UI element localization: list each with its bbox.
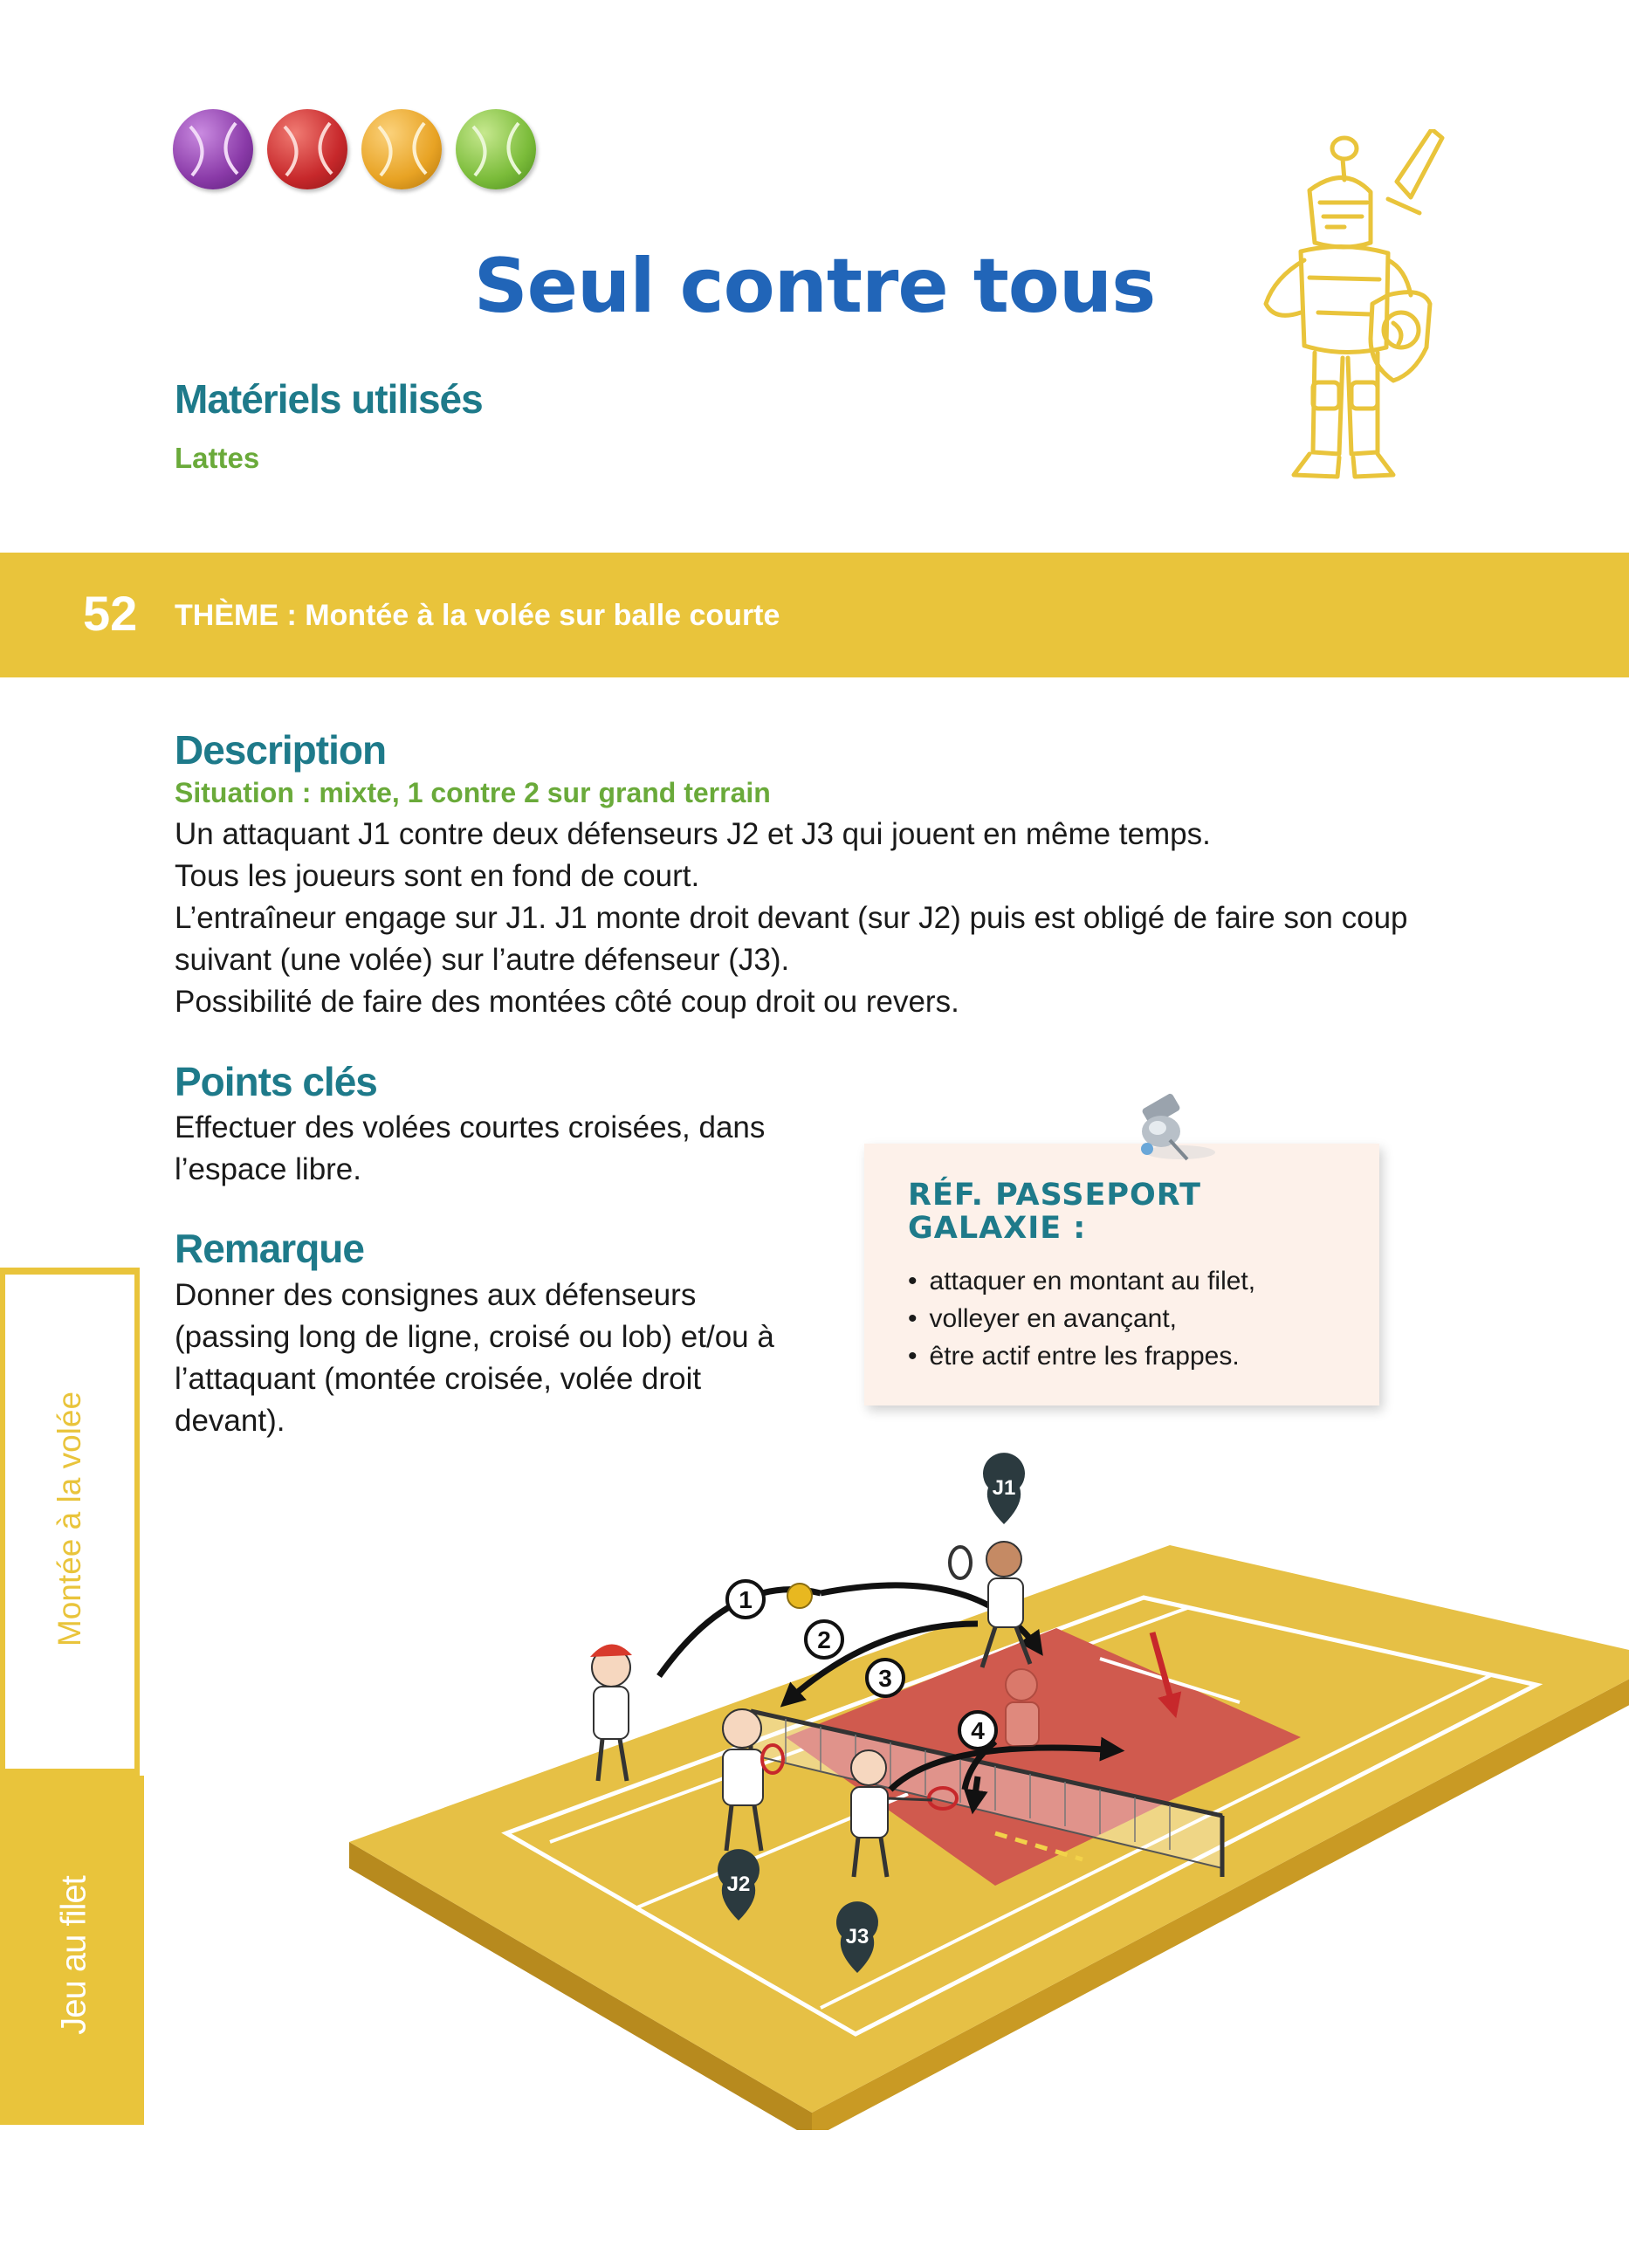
reference-item: • être actif entre les frappes.	[908, 1337, 1255, 1375]
page-title: Seul contre tous	[473, 243, 1156, 330]
reference-title-line: GALAXIE :	[908, 1211, 1087, 1246]
tennis-ball-icon	[787, 1584, 812, 1608]
remark-title: Remarque	[175, 1226, 364, 1271]
court-diagram	[332, 1449, 1629, 2130]
step-4-icon	[959, 1712, 996, 1749]
step-3-icon	[867, 1660, 904, 1696]
theme-label: THÈME	[175, 599, 278, 632]
marker-j2-label: J2	[726, 1873, 751, 1896]
sidebar-label-chapter: Jeu au filet	[54, 1876, 93, 2035]
description-line: Un attaquant J1 contre deux défenseurs J2 et J3 qui jouent en même temps.	[175, 817, 1211, 851]
sidebar-label-current: Montée à la volée	[52, 1391, 87, 1647]
step-3-label: 3	[878, 1665, 892, 1692]
key-points-text: Effectuer des volées courtes croisées, dans l’espace libre.	[175, 1110, 766, 1186]
violet-ball-icon	[173, 109, 253, 189]
reference-item: • volleyer en avançant,	[908, 1300, 1255, 1337]
description-body	[175, 814, 1449, 1023]
trajectory-5	[973, 1777, 978, 1807]
step-1-label: 1	[739, 1586, 753, 1613]
remark-text: Donner des consignes aux défenseurs (passing long de ligne, croisé ou lob) et/ou à l’attaquant (montée croisée, volée droit devant).	[175, 1278, 774, 1438]
reference-title	[908, 1179, 1201, 1245]
marker-j3-label: J3	[845, 1925, 869, 1948]
marker-j1-icon	[983, 1453, 1025, 1524]
knight-illustration-icon	[1240, 129, 1449, 496]
materials-title: Matériels utilisés	[175, 376, 483, 422]
step-2-icon	[806, 1621, 842, 1658]
green-ball-icon	[456, 109, 536, 189]
theme-value: Montée à la volée sur balle courte	[305, 599, 780, 632]
red-ball-icon	[267, 109, 347, 189]
orange-ball-icon	[361, 109, 442, 189]
reference-list	[908, 1262, 1255, 1375]
step-1-icon	[727, 1581, 764, 1618]
description-line: L’entraîneur engage sur J1. J1 monte droit devant (sur J2) puis est obligé de faire son coup suivant (une volée) sur l’autre défenseur (J3).	[175, 901, 1408, 977]
exercise-number: 52	[83, 586, 138, 641]
key-points-title: Points clés	[175, 1059, 377, 1104]
theme-separator: :	[278, 599, 306, 632]
theme-text	[175, 599, 780, 633]
description-line: Tous les joueurs sont en fond de court.	[175, 859, 700, 893]
step-4-label: 4	[971, 1717, 985, 1744]
level-balls	[173, 109, 536, 189]
reference-item: • attaquer en montant au filet,	[908, 1262, 1255, 1300]
step-2-label: 2	[817, 1626, 831, 1653]
materials-value: Lattes	[175, 442, 260, 474]
description-situation: Situation : mixte, 1 contre 2 sur grand terrain	[175, 777, 771, 808]
marker-j1-label: J1	[992, 1476, 1016, 1500]
reference-title-line: RÉF. PASSEPORT	[908, 1178, 1202, 1213]
description-line: Possibilité de faire des montées côté coup droit ou revers.	[175, 985, 959, 1019]
pushpin-icon	[1126, 1091, 1231, 1170]
player-j1-ghost	[1006, 1669, 1039, 1746]
description-title: Description	[175, 727, 387, 773]
